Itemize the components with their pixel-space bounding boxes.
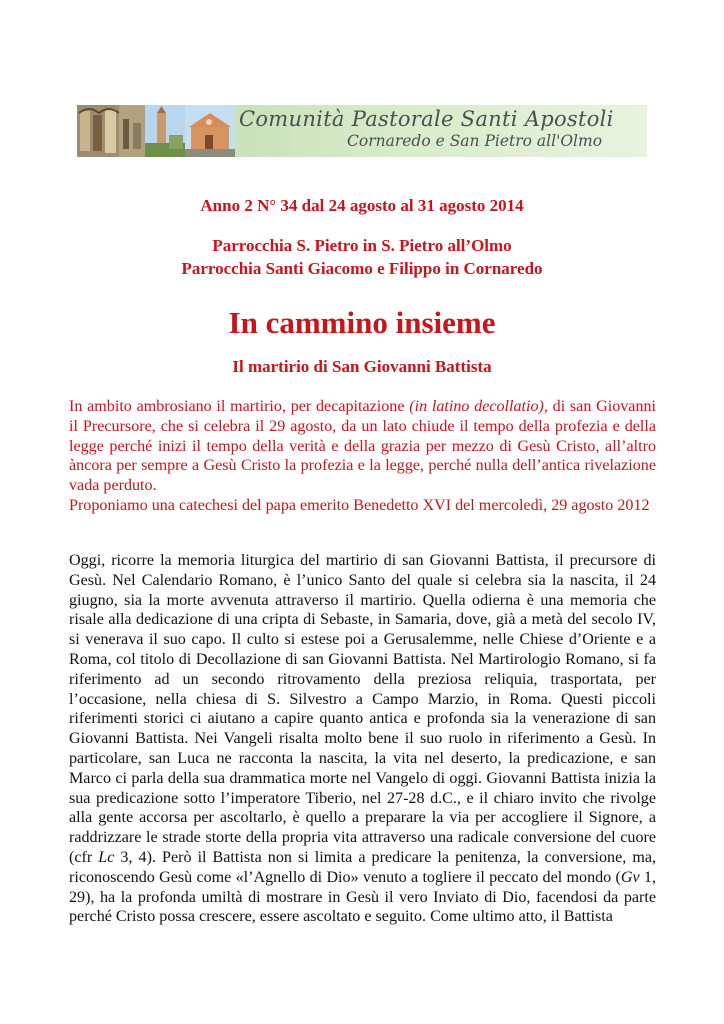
- body-paragraph: [69, 551, 656, 927]
- banner-title: Comunità Pastorale Santi Apostoli: [239, 107, 614, 131]
- header-banner: [77, 105, 647, 157]
- parish-line-1: Parrocchia S. Pietro in S. Pietro all’Olmo: [212, 236, 512, 255]
- intro-italic-text: (in latino decollatio),: [409, 398, 548, 415]
- banner-subtitle: Cornaredo e San Pietro all'Olmo: [347, 132, 603, 150]
- parish-line-2: Parrocchia Santi Giacomo e Filippo in Cornaredo: [181, 259, 543, 278]
- article-subtitle: Il martirio di San Giovanni Battista: [232, 357, 492, 376]
- page-title: In cammino insieme: [228, 305, 496, 340]
- church-photos-image: [77, 105, 235, 157]
- reference-luke: Lc: [98, 848, 115, 866]
- body-text-1: Oggi, ricorre la memoria liturgica del martirio di san Giovanni Battista, il precursore di Gesù. Nel Calendario Romano, è l’unico Santo del quale si celebra sia la nascita, il 24 giugno, sia la morte avvenuta attraverso il martirio. Quella odierna è una memoria che risale alla dedicazione di una cripta di Sebaste, in Samaria, dove, già a metà del secolo IV, si venerava il suo capo. Il culto si estese poi a Gerusalemme, nelle Chiese d’Oriente e a Roma, col titolo di Decollazione di san Giovanni Battista. Nel Martirologio Romano, si fa riferimento ad un secondo ritrovamento della preziosa reliquia, trasportata, per l’occasione, nella chiesa di S. Silvestro a Campo Marzio, in Roma. Questi piccoli riferimenti storici ci aiutano a capire quanto antica e profonda sia la venerazione di san Giovanni Battista. Nei Vangeli risalta molto bene il suo ruolo in riferimento a Gesù. In particolare, san Luca ne racconta la nascita, la vita nel deserto, la predicazione, e san Marco ci parla della sua drammatica morte nel Vangelo di oggi. Giovanni Battista inizia la sua predicazione sotto l’imperatore Tiberio, nel 27-28 d.C., e il chiaro invito che rivolge alla gente accorsa per ascoltarlo, è quello a preparare la via per accogliere il Signore, a raddrizzare le strade storte della propria vita attraverso una radicale conversione del cuore (cfr: [69, 552, 656, 866]
- reference-john: Gv: [620, 868, 640, 886]
- body-text-2: 3, 4). Però il Battista non si limita a predicare la penitenza, la conversione, ma, riconoscendo Gesù come «l’Agnello di Dio» venuto a togliere il peccato del mondo (: [69, 848, 657, 886]
- intro-text-2: di san Giovanni il Precursore, che si celebra il 29 agosto, da un lato chiude il tempo della profezia e della legge perché inizi il tempo della verità e della grazia per mezzo di Gesù Cristo, all’altro àncora per sempre a Gesù Cristo la profezia e la legge, perché nulla dell’antica rivelazione vada perduto.: [69, 398, 657, 495]
- intro-paragraph-2: Proponiamo una catechesi del papa emerito Benedetto XVI del mercoledì, 29 agosto 2012: [69, 497, 650, 514]
- issue-info: Anno 2 N° 34 dal 24 agosto al 31 agosto 2014: [200, 196, 524, 215]
- intro-text-1: In ambito ambrosiano il martirio, per decapitazione: [69, 398, 410, 415]
- body-text-3: 1, 29), ha la profonda umiltà di mostrare in Gesù il vero Inviato di Dio, facendosi da parte perché Cristo possa crescere, essere ascoltato e seguito. Come ultimo atto, il Battista: [69, 868, 657, 926]
- intro-paragraph: [69, 397, 656, 496]
